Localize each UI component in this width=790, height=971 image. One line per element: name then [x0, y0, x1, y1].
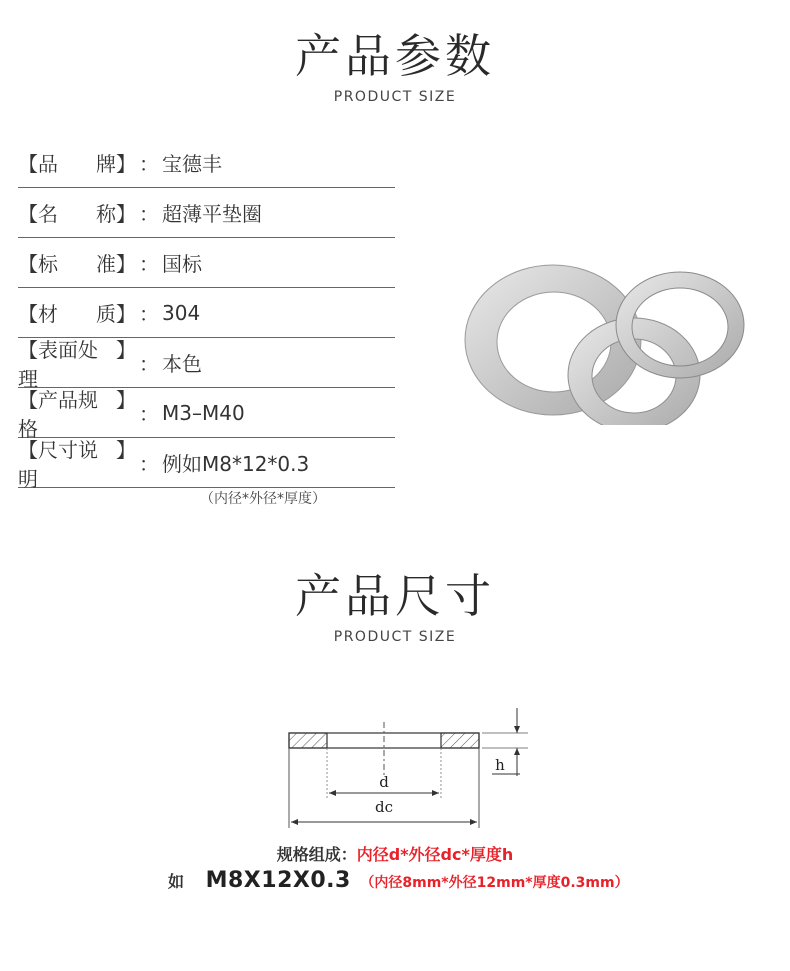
- spec-label: [18, 148, 136, 177]
- spec-label: [18, 198, 136, 227]
- spec-example: [168, 868, 629, 893]
- spec-value-brand: 宝德丰: [162, 152, 222, 176]
- spec-label-start: 【材: [18, 302, 58, 326]
- spec-note: （内径*外径*厚度）: [200, 491, 326, 507]
- washer-section-left-hatch: [289, 733, 327, 748]
- spec-row-finish: [18, 337, 395, 391]
- spec-formula: [0, 842, 790, 865]
- spec-row-name: [18, 188, 395, 238]
- spec-label-end: 称】: [96, 202, 136, 226]
- dimension-h-label: h: [495, 756, 505, 774]
- spec-label-end: 】: [116, 337, 136, 362]
- section-subtitle-dimensions: PRODUCT SIZE: [333, 629, 457, 645]
- spec-colon: ：: [139, 252, 159, 276]
- example-model: M8X12X0.3: [205, 868, 351, 893]
- formula-prefix: 规格组成：: [276, 845, 357, 864]
- spec-label: [18, 298, 136, 327]
- spec-label-start: 【名: [18, 202, 58, 226]
- spec-label-start: 【品: [18, 152, 58, 176]
- spec-colon: ：: [139, 152, 159, 176]
- spec-colon: ：: [139, 402, 159, 426]
- dimension-d-label: d: [379, 773, 389, 791]
- spec-row-brand: [18, 138, 395, 188]
- example-detail: （内径8mm*外径12mm*厚度0.3mm）: [360, 875, 629, 891]
- washer-product-image: [460, 255, 760, 425]
- spec-label: [18, 434, 136, 492]
- spec-label-end: 牌】: [96, 152, 136, 176]
- spec-row-material: [18, 288, 395, 338]
- formula-definition: 内径d*外径dc*厚度h: [356, 845, 514, 864]
- section-subtitle-parameters: PRODUCT SIZE: [333, 89, 457, 105]
- spec-label-end: 】: [116, 437, 136, 462]
- spec-colon: ：: [139, 352, 159, 376]
- spec-colon: ：: [139, 302, 159, 326]
- spec-row-standard: [18, 238, 395, 288]
- spec-label-start: 【产品规格: [18, 387, 98, 441]
- spec-label-end: 质】: [96, 302, 136, 326]
- spec-value-name: 超薄平垫圈: [162, 202, 262, 226]
- spec-table: [18, 138, 395, 491]
- spec-row-spec: [18, 387, 395, 441]
- spec-label-start: 【尺寸说明: [18, 437, 98, 491]
- spec-label: [18, 248, 136, 277]
- example-prefix: 如: [168, 872, 185, 891]
- spec-value-finish: 本色: [162, 352, 202, 376]
- washer-dimension-diagram: [270, 700, 540, 840]
- spec-value-size: 例如M8*12*0.3: [162, 452, 310, 476]
- spec-label-end: 】: [116, 387, 136, 412]
- washer-section-right-hatch: [441, 733, 479, 748]
- spec-colon: ：: [139, 202, 159, 226]
- section-title-dimensions: 产品尺寸: [295, 569, 495, 623]
- spec-colon: ：: [139, 452, 159, 476]
- spec-value-material: 304: [162, 300, 201, 325]
- spec-label-start: 【表面处理: [18, 337, 98, 391]
- spec-value-spec: M3–M40: [162, 400, 245, 425]
- spec-label-end: 准】: [96, 252, 136, 276]
- dimension-dc-label: dc: [374, 798, 394, 816]
- spec-value-standard: 国标: [162, 252, 202, 276]
- section-title-parameters: 产品参数: [295, 29, 495, 83]
- spec-row-size: [18, 437, 395, 491]
- spec-label-start: 【标: [18, 252, 58, 276]
